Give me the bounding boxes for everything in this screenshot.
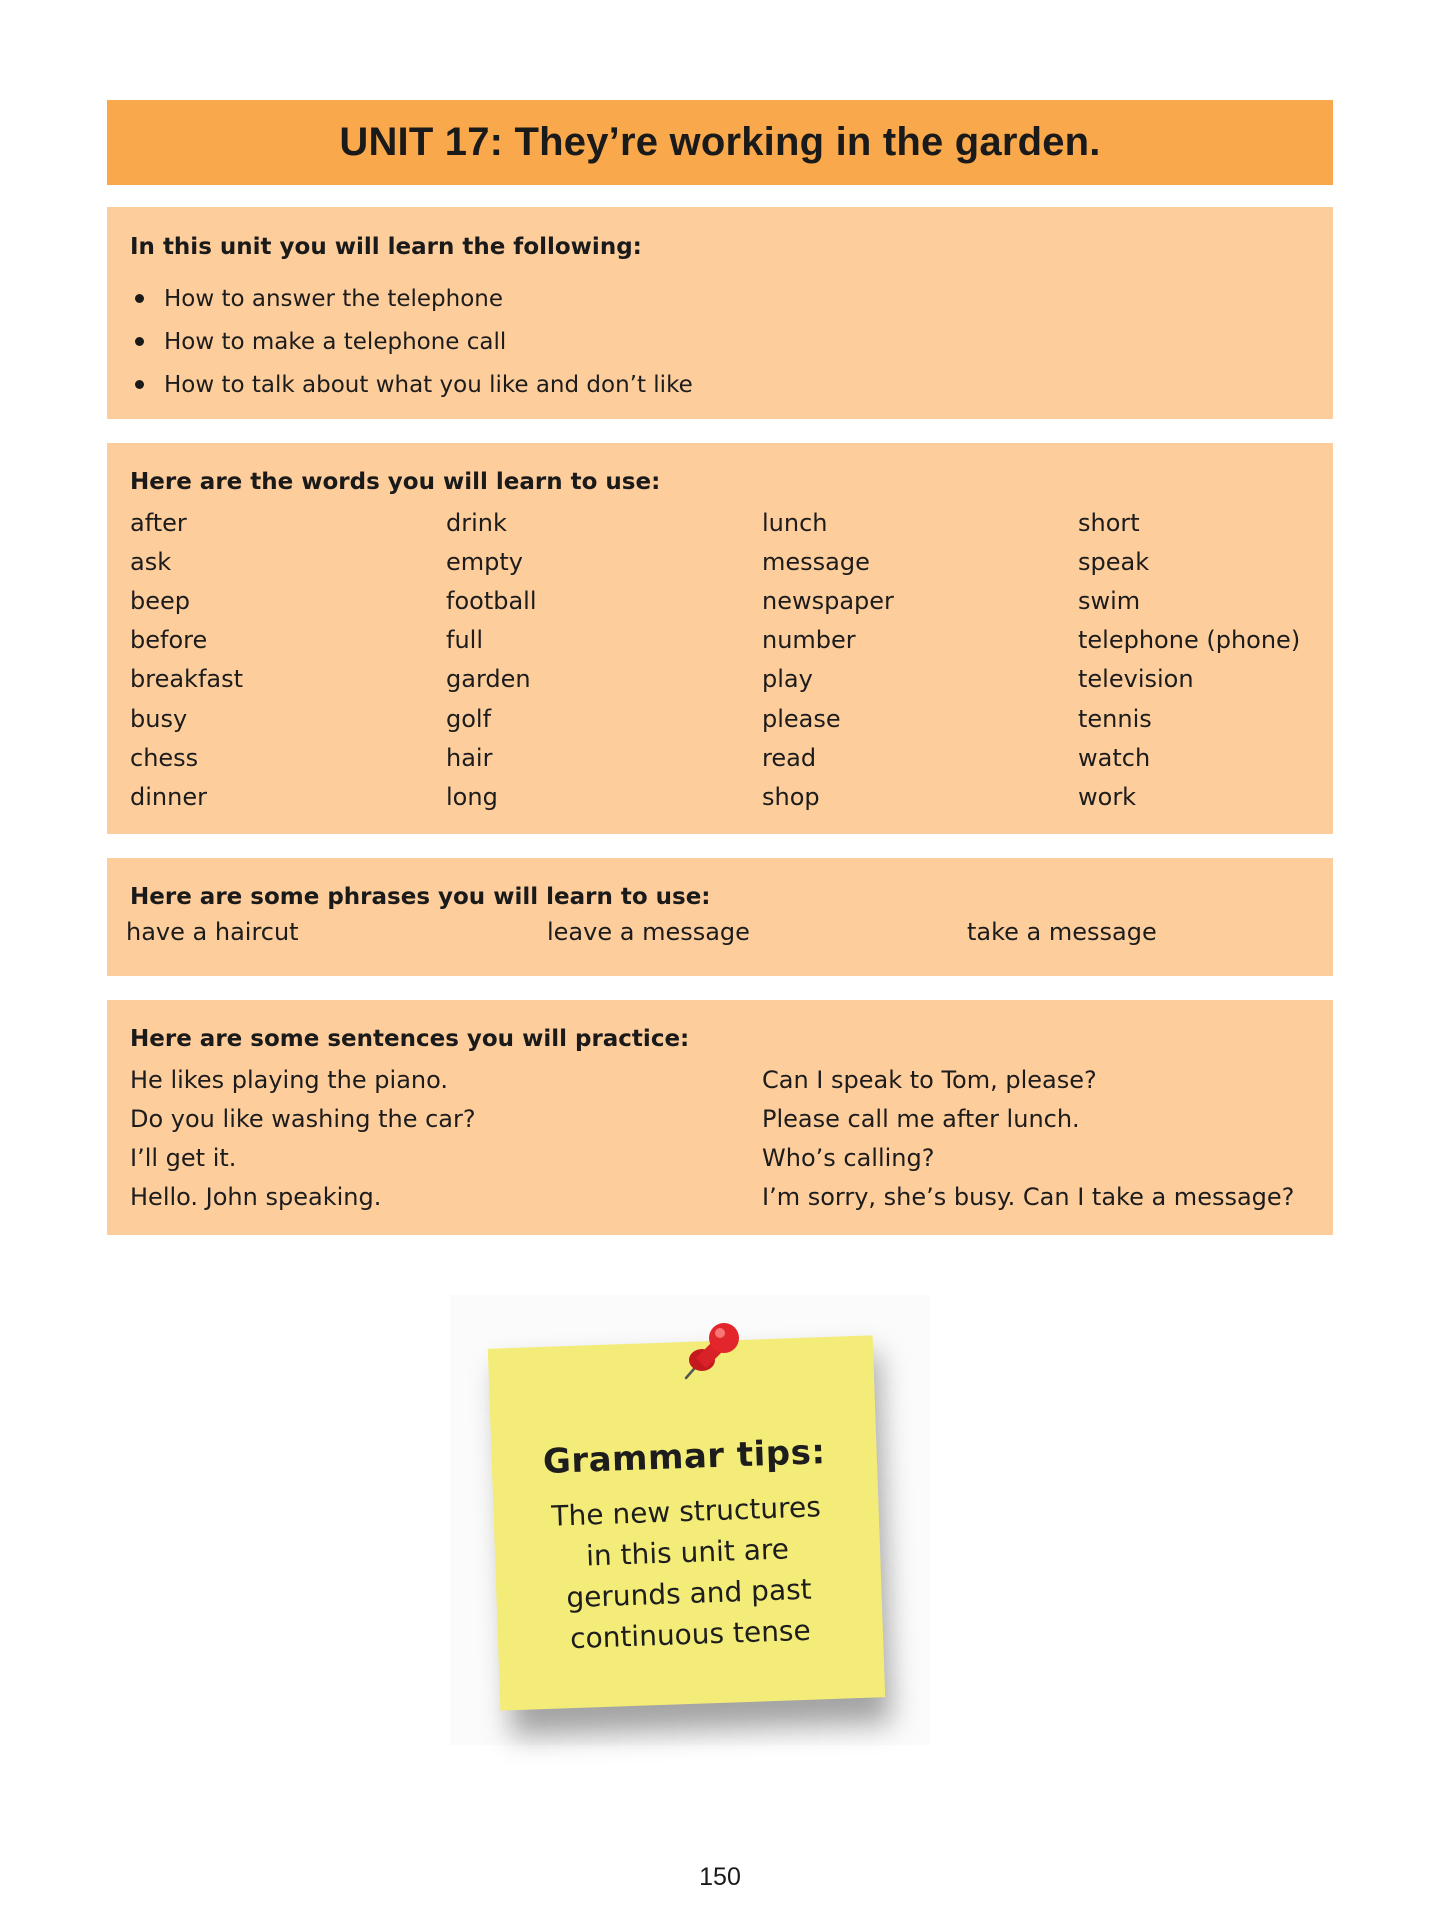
word: lunch [762, 508, 828, 537]
pushpin-icon [678, 1316, 748, 1386]
sentences-heading: Here are some sentences you will practice: [130, 1026, 690, 1052]
word: busy [130, 704, 188, 733]
sentence: Please call me after lunch. [762, 1104, 1080, 1133]
word: work [1078, 782, 1137, 811]
sentences-grid [130, 1060, 1362, 1217]
sentence: He likes playing the piano. [130, 1065, 448, 1094]
grammar-tips-line: gerunds and past [565, 1572, 813, 1615]
learn-list [130, 277, 693, 406]
word: swim [1078, 586, 1141, 615]
word: television [1078, 665, 1194, 694]
sentence: I’ll get it. [130, 1143, 237, 1172]
word: empty [446, 547, 523, 576]
word: message [762, 547, 870, 576]
bullet-icon [135, 380, 144, 389]
list-item [130, 277, 693, 320]
sentence: Hello. John speaking. [130, 1183, 382, 1212]
vocabulary-grid [130, 503, 1394, 817]
bullet-icon [135, 337, 144, 346]
word: golf [446, 704, 492, 733]
word: short [1078, 508, 1140, 537]
grammar-tips-line: continuous tense [569, 1613, 812, 1656]
list-item-text: How to talk about what you like and don’t like [164, 371, 693, 398]
word: ask [130, 547, 172, 576]
sentence: I’m sorry, she’s busy. Can I take a message? [762, 1183, 1295, 1212]
sentence: Who’s calling? [762, 1143, 935, 1172]
grammar-tips-title: Grammar tips: [542, 1432, 827, 1482]
word: number [762, 626, 856, 655]
word: newspaper [762, 586, 894, 615]
list-item-text: How to answer the telephone [164, 285, 504, 312]
word: watch [1078, 743, 1151, 772]
word: read [762, 743, 817, 772]
list-item [130, 363, 693, 406]
page-number: 150 [699, 1863, 741, 1891]
word: hair [446, 743, 493, 772]
learn-objectives-box [107, 207, 1333, 419]
grammar-tips-line: The new structures [550, 1490, 822, 1533]
vocabulary-box [107, 443, 1333, 834]
list-item [130, 320, 693, 363]
word: dinner [130, 782, 207, 811]
word: beep [130, 586, 190, 615]
word: tennis [1078, 704, 1152, 733]
list-item-text: How to make a telephone call [164, 328, 507, 355]
word: chess [130, 743, 199, 772]
words-heading: Here are the words you will learn to use: [130, 469, 661, 495]
word: football [446, 586, 537, 615]
word: full [446, 626, 483, 655]
bullet-icon [135, 294, 144, 303]
phrase-item: have a haircut [126, 918, 299, 946]
word: breakfast [130, 665, 244, 694]
word: garden [446, 665, 531, 694]
phrases-box [107, 858, 1333, 976]
word: before [130, 626, 208, 655]
sentence: Do you like washing the car? [130, 1104, 476, 1133]
word: long [446, 782, 498, 811]
grammar-tips-sticky-note [488, 1335, 885, 1710]
unit-title-bar [107, 100, 1333, 185]
word: speak [1078, 547, 1150, 576]
phrase-item: leave a message [547, 918, 750, 946]
phrase-item: take a message [967, 918, 1157, 946]
word: after [130, 508, 187, 537]
word: shop [762, 782, 820, 811]
word: please [762, 704, 841, 733]
grammar-tips-line: in this unit are [585, 1532, 790, 1573]
sentence: Can I speak to Tom, please? [762, 1065, 1097, 1094]
word: play [762, 665, 813, 694]
learn-heading: In this unit you will learn the following: [130, 234, 642, 260]
sentences-box [107, 1000, 1333, 1235]
phrases-heading: Here are some phrases you will learn to use: [130, 884, 711, 910]
word: telephone (phone) [1078, 626, 1301, 655]
word: drink [446, 508, 507, 537]
unit-title: UNIT 17: They’re working in the garden. [339, 120, 1101, 164]
